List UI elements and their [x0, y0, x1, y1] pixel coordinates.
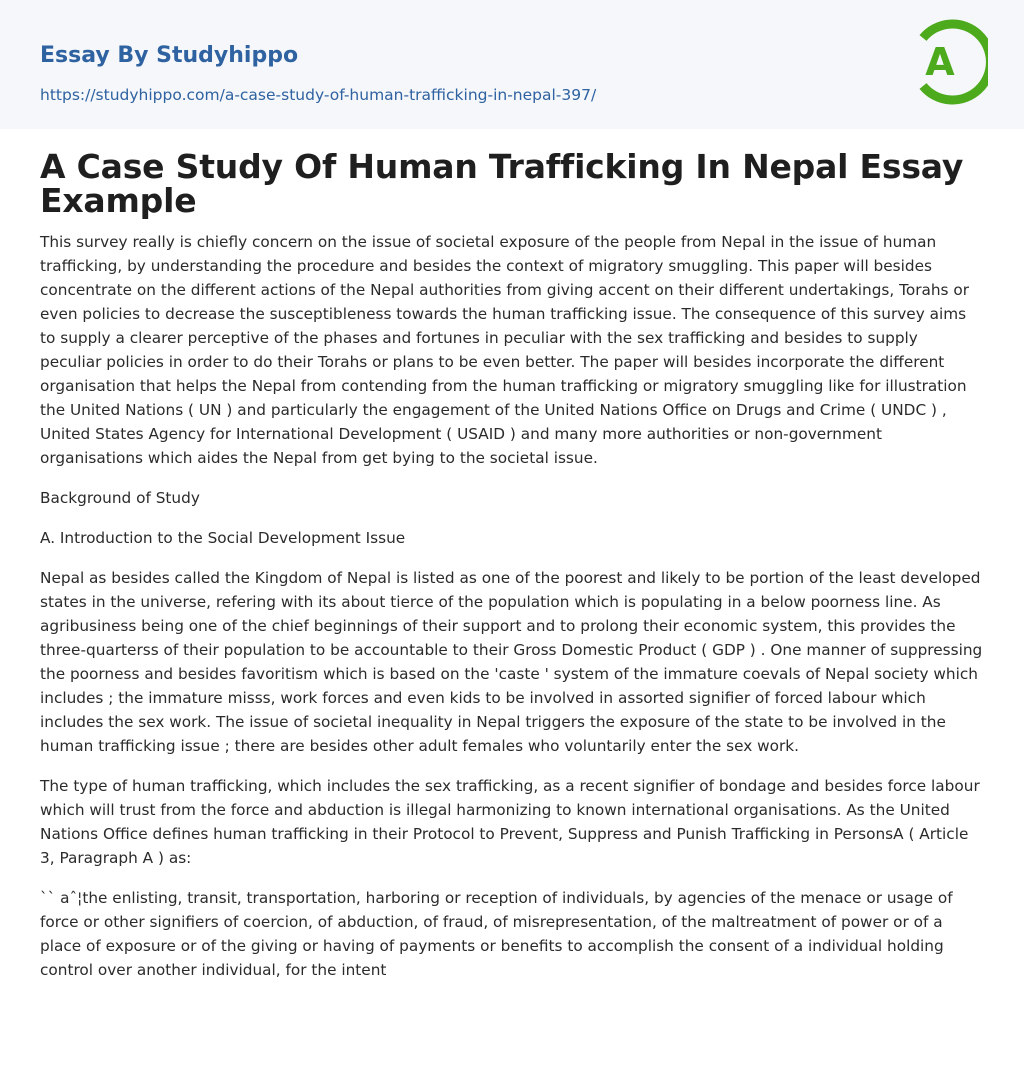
essay-paragraph: The type of human trafficking, which includes the sex trafficking, as a recent signifier of bondage and besides force labour which will trust from the force and abduction is illegal harmonizing to known international organisations. As the United Nations Office defines human trafficking in their Protocol to Prevent, Suppress and Punish Trafficking in PersonsA ( Article 3, Paragraph A ) as: — [40, 777, 980, 867]
essay-paragraph: Nepal as besides called the Kingdom of Nepal is listed as one of the poorest and likely to be portion of the least developed states in the universe, refering with its about tierce of the population which is populating in a below poorness line. As agribusiness being one of the chief beginnings of their support and to prolong their economic system, this provides the three-quarterss of their population to be accountable to their Gross Domestic Product ( GDP ) . One manner of suppressing the poorness and besides favoritism which is based on the 'caste ' system of the immature coevals of Nepal society which includes ; the immature misss, work forces and even kids to be involved in assorted signifier of forced labour which includes the sex work. The issue of societal inequality in Nepal triggers the exposure of the state to be involved in the human trafficking issue ; there are besides other adult females who voluntarily enter the sex work. — [40, 569, 983, 755]
essay-paragraph: This survey really is chiefly concern on the issue of societal exposure of the people from Nepal in the issue of human trafficking, by understanding the procedure and besides the context of migratory smuggling. This paper will besides concentrate on the different actions of the Nepal authorities from giving accent on their different undertakings, Torahs or even policies to decrease the susceptibleness towards the human trafficking issue. The consequence of this survey aims to supply a clearer perceptive of the phases and fortunes in peculiar with the sex trafficking and besides to supply peculiar policies in order to do their Torahs or plans to be even better. The paper will besides incorporate the different organisation that helps the Nepal from contending from the human trafficking or migratory smuggling like for illustration the United Nations ( UN ) and particularly the engagement of the United Nations Office on Drugs and Crime ( UNDC ) , United States Agency for International Development ( USAID ) and many more authorities or non-government organisations which aides the Nepal from get bying to the societal issue. — [40, 233, 970, 467]
site-brand[interactable]: Essay By Studyhippo — [40, 43, 299, 68]
essay-quote-paragraph: `` aˆ¦the enlisting, transit, transportation, harboring or reception of individuals, by agencies of the menace or usage of force or other signifiers of coercion, of abduction, of fraud, of misrepresentation, of the maltreatment of power or of a place of exposure or of the giving or having of payments or benefits to accomplish the consent of a individual holding control over another individual, for the intent — [40, 889, 953, 979]
subsection-heading-introduction: A. Introduction to the Social Development Issue — [40, 529, 406, 547]
essay-title: A Case Study Of Human Trafficking In Nepal Essay Example — [40, 147, 964, 220]
section-heading-background: Background of Study — [40, 489, 200, 507]
source-url-link[interactable]: https://studyhippo.com/a-case-study-of-human-trafficking-in-nepal-397/ — [40, 86, 597, 104]
logo-letter: A — [925, 40, 955, 84]
site-header — [0, 0, 1024, 129]
studyhippo-logo-icon[interactable] — [910, 18, 988, 106]
essay-content — [40, 147, 984, 998]
